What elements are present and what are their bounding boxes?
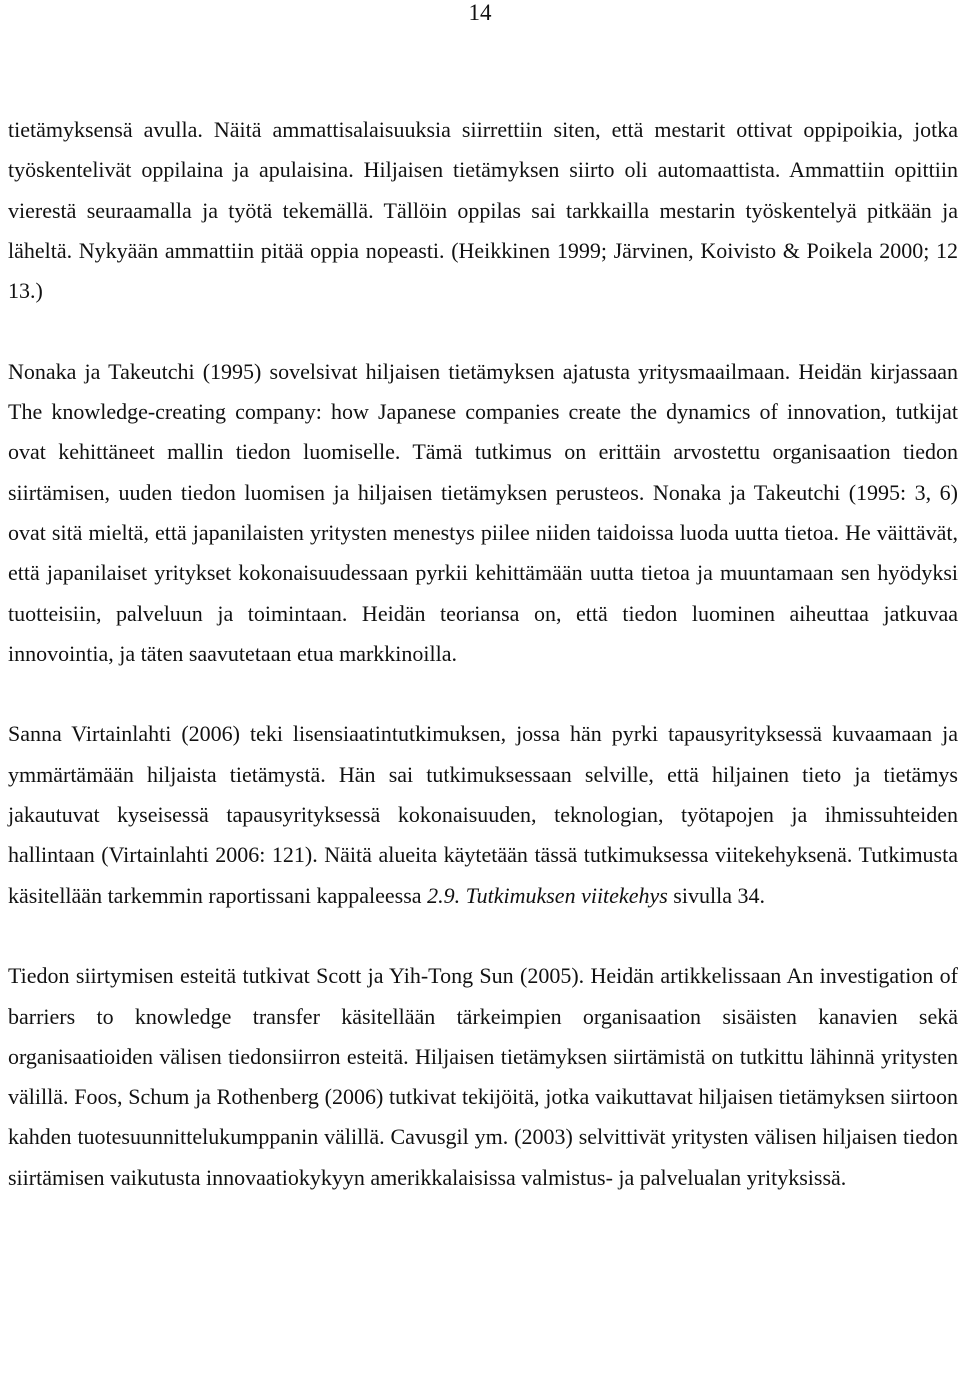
paragraph-apprenticeship: tietämyksensä avulla. Näitä ammattisalaisuuksia siirrettiin siten, että mestarit ottivat oppipoikia, jotka työskentelivät oppilaina ja apulaisina. Hiljaisen tietämyksen siirto oli automaattista. Ammattiin opittiin vierestä seuraamalla ja työtä tekemällä. Tällöin oppilas sai tarkkailla mestarin työskentelyä pitkään ja läheltä. Nykyään ammattiin pitää oppia nopeasti. (Heikkinen 1999; Järvinen, Koivisto & Poikela 2000; 12 13.) — [8, 117, 958, 304]
paragraph-gap — [8, 916, 958, 956]
page-number: 14 — [468, 0, 492, 25]
document-body — [8, 110, 958, 1198]
section-reference: 2.9. Tutkimuksen viitekehys — [427, 882, 668, 908]
paragraph-knowledge-transfer-barriers: Tiedon siirtymisen esteitä tutkivat Scott ja Yih-Tong Sun (2005). Heidän artikkelissaan An investigation of barriers to knowledge transfer käsitellään tärkeimpien organisaation sisäisten kanavien sekä organisaatioiden välisen tiedonsiirron esteitä. Hiljaisen tietämyksen siirtämistä on tutkittu lähinnä yritysten välillä. Foos, Schum ja Rothenberg (2006) tutkivat tekijöitä, jotka vaikuttavat hiljaisen tietämyksen siirtoon kahden tuotesuunnittelukumppanin välillä. Cavusgil ym. (2003) selvittivät yritysten välisen hiljaisen tiedon siirtämisen vaikutusta innovaatiokykyyn amerikkalaisissa valmistus- ja palvelualan yrityksissä. — [8, 963, 958, 1190]
paragraph-virtainlahti — [8, 714, 958, 915]
paragraph-nonaka-takeutchi: Nonaka ja Takeutchi (1995) sovelsivat hiljaisen tietämyksen ajatusta yritysmaailmaan. Heidän kirjassaan The knowledge-creating company: how Japanese companies create the dynamics of innovation, tutkijat ovat kehittäneet mallin tiedon luomiselle. Tämä tutkimus on erittäin arvostettu organisaation tiedon siirtämisen, uuden tiedon luomisen ja hiljaisen tietämyksen perusteos. Nonaka ja Takeutchi (1995: 3, 6) ovat sitä mieltä, että japanilaisten yritysten menestys piilee niiden taidoissa luoda uutta tietoa. He väittävät, että japanilaiset yritykset kokonaisuudessaan pyrkii kehittämään uutta tietoa ja muuntamaan sen hyödyksi tuotteisiin, palveluun ja toimintaan. Heidän teoriansa on, että tiedon luominen aiheuttaa jatkuvaa innovointia, ja täten saavutetaan etua markkinoilla. — [8, 358, 958, 666]
paragraph-text: Sanna Virtainlahti (2006) teki lisensiaatintutkimuksen, jossa hän pyrki tapausyrityksessä kuvaamaan ja ymmärtämään hiljaista tietämystä. Hän sai tutkimuksessaan selville, että hiljainen tieto ja tietämys jakautuvat kyseisessä tapausyrityksessä kokonaisuuden, teknologian, työtapojen ja ihmissuhteiden hallintaan (Virtainlahti 2006: 121). Näitä alueita käytetään tässä tutkimuksessa viitekehyksenä. Tutkimusta käsitellään tarkemmin raportissani kappaleessa — [8, 721, 958, 908]
paragraph-gap — [8, 311, 958, 351]
paragraph-text: sivulla 34. — [667, 882, 765, 908]
paragraph-gap — [8, 674, 958, 714]
